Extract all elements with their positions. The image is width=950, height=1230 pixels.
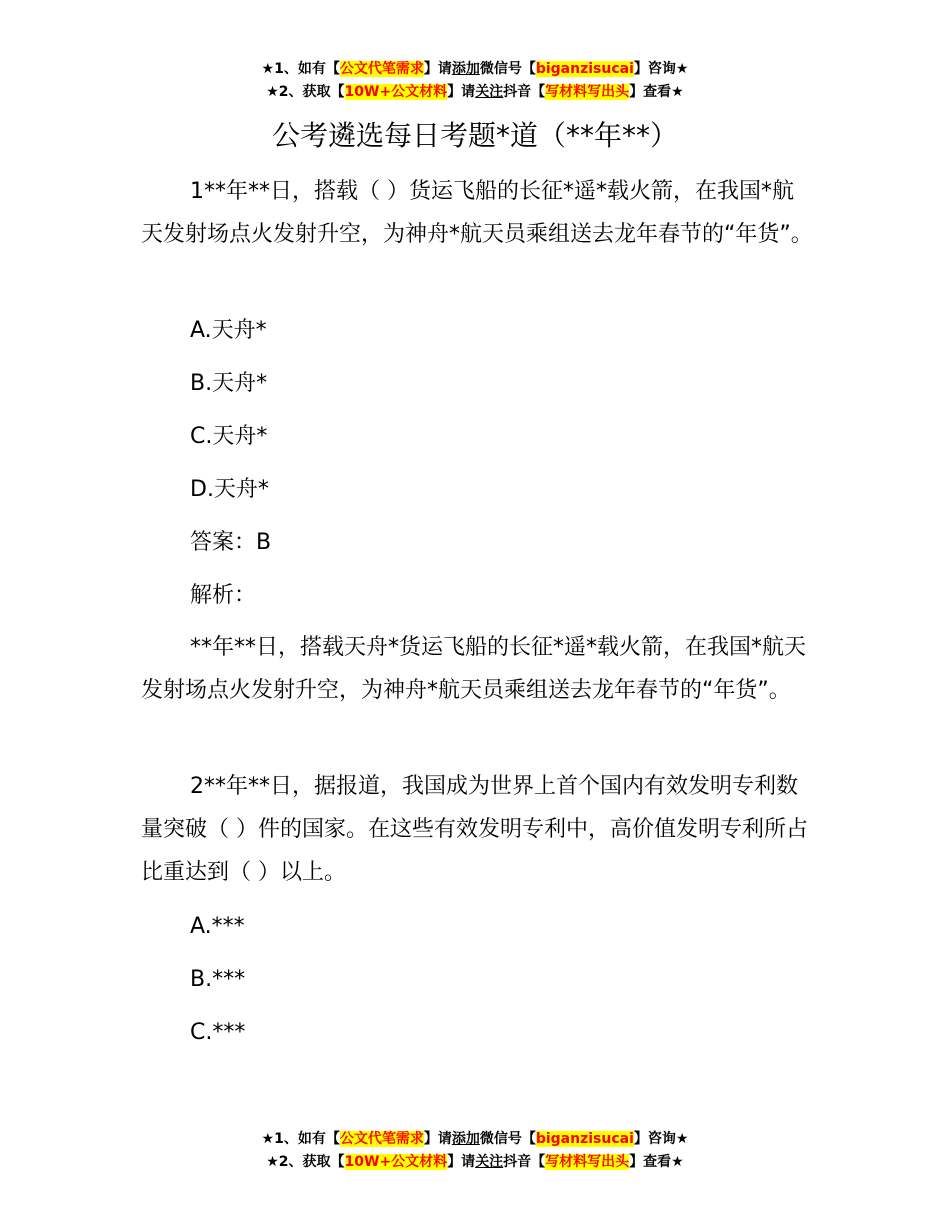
banner-highlight: 写材料写出头 [545, 1154, 630, 1170]
banner-line-2: ★2、获取【10W+公文材料】请关注抖音【写材料写出头】查看★ [266, 1154, 684, 1170]
banner-line-1: ★1、如有【公文代笔需求】请添加微信号【biganzisucai】咨询★ [261, 1131, 689, 1147]
analysis-label: 解析： [190, 583, 257, 608]
option-b: B.天舟* [190, 371, 268, 396]
answer: 答案：B [190, 530, 272, 555]
banner-line-2: ★2、获取【10W+公文材料】请关注抖音【写材料写出头】查看★ [266, 84, 684, 100]
banner-line-1: ★1、如有【公文代笔需求】请添加微信号【biganzisucai】咨询★ [261, 61, 689, 77]
banner-highlight: biganzisucai [535, 1131, 634, 1147]
question-2-options [141, 910, 813, 1069]
option-c: C.天舟* [190, 424, 268, 449]
page-title: 公考遴选每日考题*道（**年**） [271, 119, 678, 152]
question-2 [141, 765, 813, 894]
option-a: A.天舟* [190, 318, 267, 343]
analysis-text: **年**日，搭载天舟*货运飞船的长征*遥*载火箭，在我国*航天发射场点火发射升空，为神舟*航天员乘组送去龙年春节的“年货”。 [141, 635, 807, 703]
question-text: 1**年**日，搭载（ ）货运飞船的长征*遥*载火箭，在我国*航天发射场点火发射升空，为神舟*航天员乘组送去龙年春节的“年货”。 [141, 179, 813, 247]
banner-highlight: 写材料写出头 [545, 84, 630, 100]
question-1 [141, 170, 813, 256]
question-1-options [141, 314, 813, 632]
banner-highlight: 10W+公文材料 [344, 84, 448, 100]
header-banner [0, 58, 950, 104]
option-b: B.*** [190, 967, 246, 992]
option-d: D.天舟* [190, 477, 269, 502]
analysis [141, 626, 813, 712]
banner-highlight: 公文代笔需求 [339, 61, 424, 77]
banner-highlight: 10W+公文材料 [344, 1154, 448, 1170]
option-a: A.*** [190, 914, 245, 939]
banner-highlight: biganzisucai [535, 61, 634, 77]
footer-banner [0, 1128, 950, 1174]
banner-highlight: 公文代笔需求 [339, 1131, 424, 1147]
question-text: 2**年**日，据报道，我国成为世界上首个国内有效发明专利数量突破（ ）件的国家。在这些有效发明专利中，高价值发明专利所占比重达到（ ）以上。 [141, 774, 808, 885]
option-c: C.*** [190, 1020, 246, 1045]
